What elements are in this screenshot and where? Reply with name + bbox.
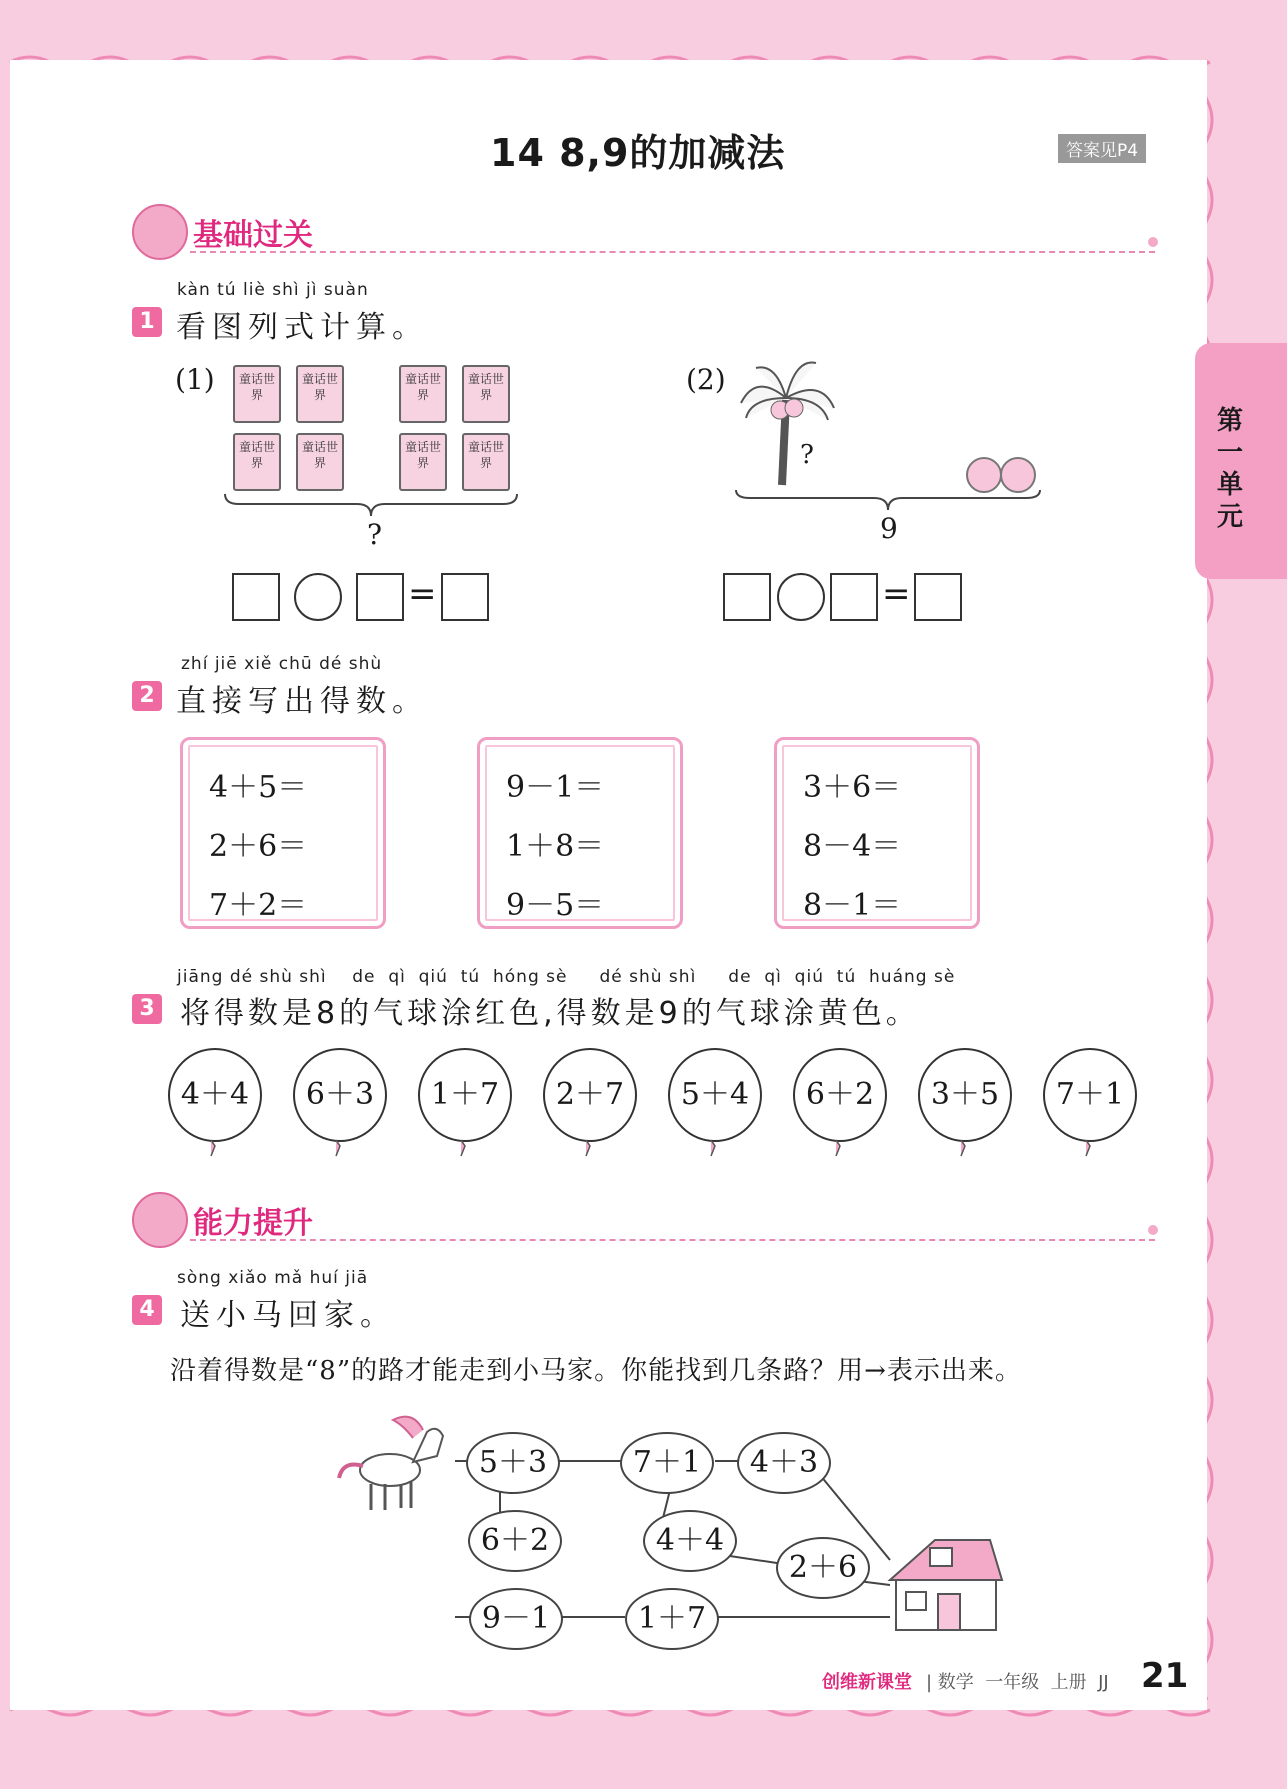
q1-part2-label: (2) (686, 363, 726, 396)
book-image: 童话世界 (399, 433, 447, 491)
q3-number: 3 (132, 994, 162, 1024)
math-problem: 7＋2＝ (209, 888, 308, 923)
q1-number: 1 (132, 307, 162, 337)
balloon[interactable]: 7＋1 (1043, 1048, 1137, 1142)
path-node[interactable]: 7＋1 (620, 1432, 714, 1494)
answer-reference-badge: 答案见P4 (1058, 134, 1146, 163)
q2-number: 2 (132, 681, 162, 711)
pony-icon (335, 1400, 455, 1520)
answer-box[interactable] (830, 573, 878, 621)
page-number: 21 (1141, 1656, 1189, 1696)
q1-part2-total: 9 (880, 512, 898, 545)
unit-side-tab-label: 第一单元 (1216, 406, 1243, 532)
answer-box[interactable] (356, 573, 404, 621)
answer-box[interactable] (232, 573, 280, 621)
path-node[interactable]: 6＋2 (468, 1510, 562, 1572)
mascot-icon (132, 1192, 188, 1248)
book-image: 童话世界 (296, 365, 344, 423)
balloon-strings (168, 1138, 1138, 1158)
answer-box[interactable] (441, 573, 489, 621)
mascot-icon (132, 204, 188, 260)
path-node[interactable]: 2＋6 (776, 1537, 870, 1599)
balloon[interactable]: 2＋7 (543, 1048, 637, 1142)
balloon[interactable]: 5＋4 (668, 1048, 762, 1142)
q3-prompt: 将得数是8的气球涂红色,得数是9的气球涂黄色。 (180, 996, 920, 1031)
path-node[interactable]: 4＋3 (737, 1432, 831, 1494)
math-problem: 4＋5＝ (209, 770, 308, 805)
section-divider (190, 1239, 1155, 1241)
answer-box[interactable] (914, 573, 962, 621)
balloon[interactable]: 4＋4 (168, 1048, 262, 1142)
math-problem: 9－5＝ (506, 888, 605, 923)
page-title: 14 8,9的加减法 (490, 131, 786, 175)
path-node[interactable]: 5＋3 (466, 1432, 560, 1494)
q4-prompt: 送小马回家。 (180, 1298, 396, 1333)
section-title-advanced: 能力提升 (193, 1206, 313, 1241)
equals-sign: = (882, 574, 911, 614)
answer-box[interactable] (723, 573, 771, 621)
q1-pinyin: kàn tú liè shì jì suàn (177, 280, 369, 300)
book-image: 童话世界 (233, 433, 281, 491)
operator-circle[interactable] (777, 573, 825, 621)
q4-pinyin: sòng xiǎo mǎ huí jiā (177, 1268, 369, 1288)
balloon[interactable]: 6＋2 (793, 1048, 887, 1142)
footer-brand: 创维新课堂 (822, 1672, 912, 1693)
operator-circle[interactable] (294, 573, 342, 621)
book-image: 童话世界 (462, 365, 510, 423)
problem-card (180, 737, 386, 929)
q1-part1-label: (1) (175, 363, 215, 396)
math-problem: 3＋6＝ (803, 770, 902, 805)
house-icon (880, 1520, 1010, 1640)
book-image: 童话世界 (462, 433, 510, 491)
path-node[interactable]: 9－1 (469, 1588, 563, 1650)
q2-prompt: 直接写出得数。 (176, 684, 428, 719)
q1-part2-unknown: ? (800, 440, 814, 470)
q4-number: 4 (132, 1295, 162, 1325)
math-problem: 9－1＝ (506, 770, 605, 805)
footer-info: | 数学 一年级 上册 JJ (926, 1672, 1109, 1693)
equals-sign: = (408, 574, 437, 614)
section-divider (190, 251, 1155, 253)
q4-instruction: 沿着得数是“8”的路才能走到小马家。你能找到几条路？用→表示出来。 (170, 1356, 1022, 1386)
coconut-tree-icon (738, 360, 838, 488)
q3-pinyin: jiāng dé shù shì de qì qiú tú hóng sè dé shù shì de qì qiú tú huáng sè (177, 967, 956, 987)
problem-card (774, 737, 980, 929)
q1-prompt: 看图列式计算。 (176, 310, 428, 345)
balloon[interactable]: 3＋5 (918, 1048, 1012, 1142)
book-image: 童话世界 (399, 365, 447, 423)
path-node[interactable]: 4＋4 (643, 1510, 737, 1572)
math-problem: 8－1＝ (803, 888, 902, 923)
book-image: 童话世界 (296, 433, 344, 491)
divider-dot-icon (1148, 1225, 1158, 1235)
problem-card (477, 737, 683, 929)
divider-dot-icon (1148, 237, 1158, 247)
book-image: 童话世界 (233, 365, 281, 423)
math-problem: 8－4＝ (803, 829, 902, 864)
q1-part1-total: ? (367, 518, 383, 551)
section-title-basic: 基础过关 (193, 218, 313, 253)
math-problem: 1＋8＝ (506, 829, 605, 864)
math-problem: 2＋6＝ (209, 829, 308, 864)
q2-pinyin: zhí jiē xiě chū dé shù (181, 654, 383, 674)
path-node[interactable]: 1＋7 (625, 1588, 719, 1650)
balloon[interactable]: 6＋3 (293, 1048, 387, 1142)
balloon[interactable]: 1＋7 (418, 1048, 512, 1142)
